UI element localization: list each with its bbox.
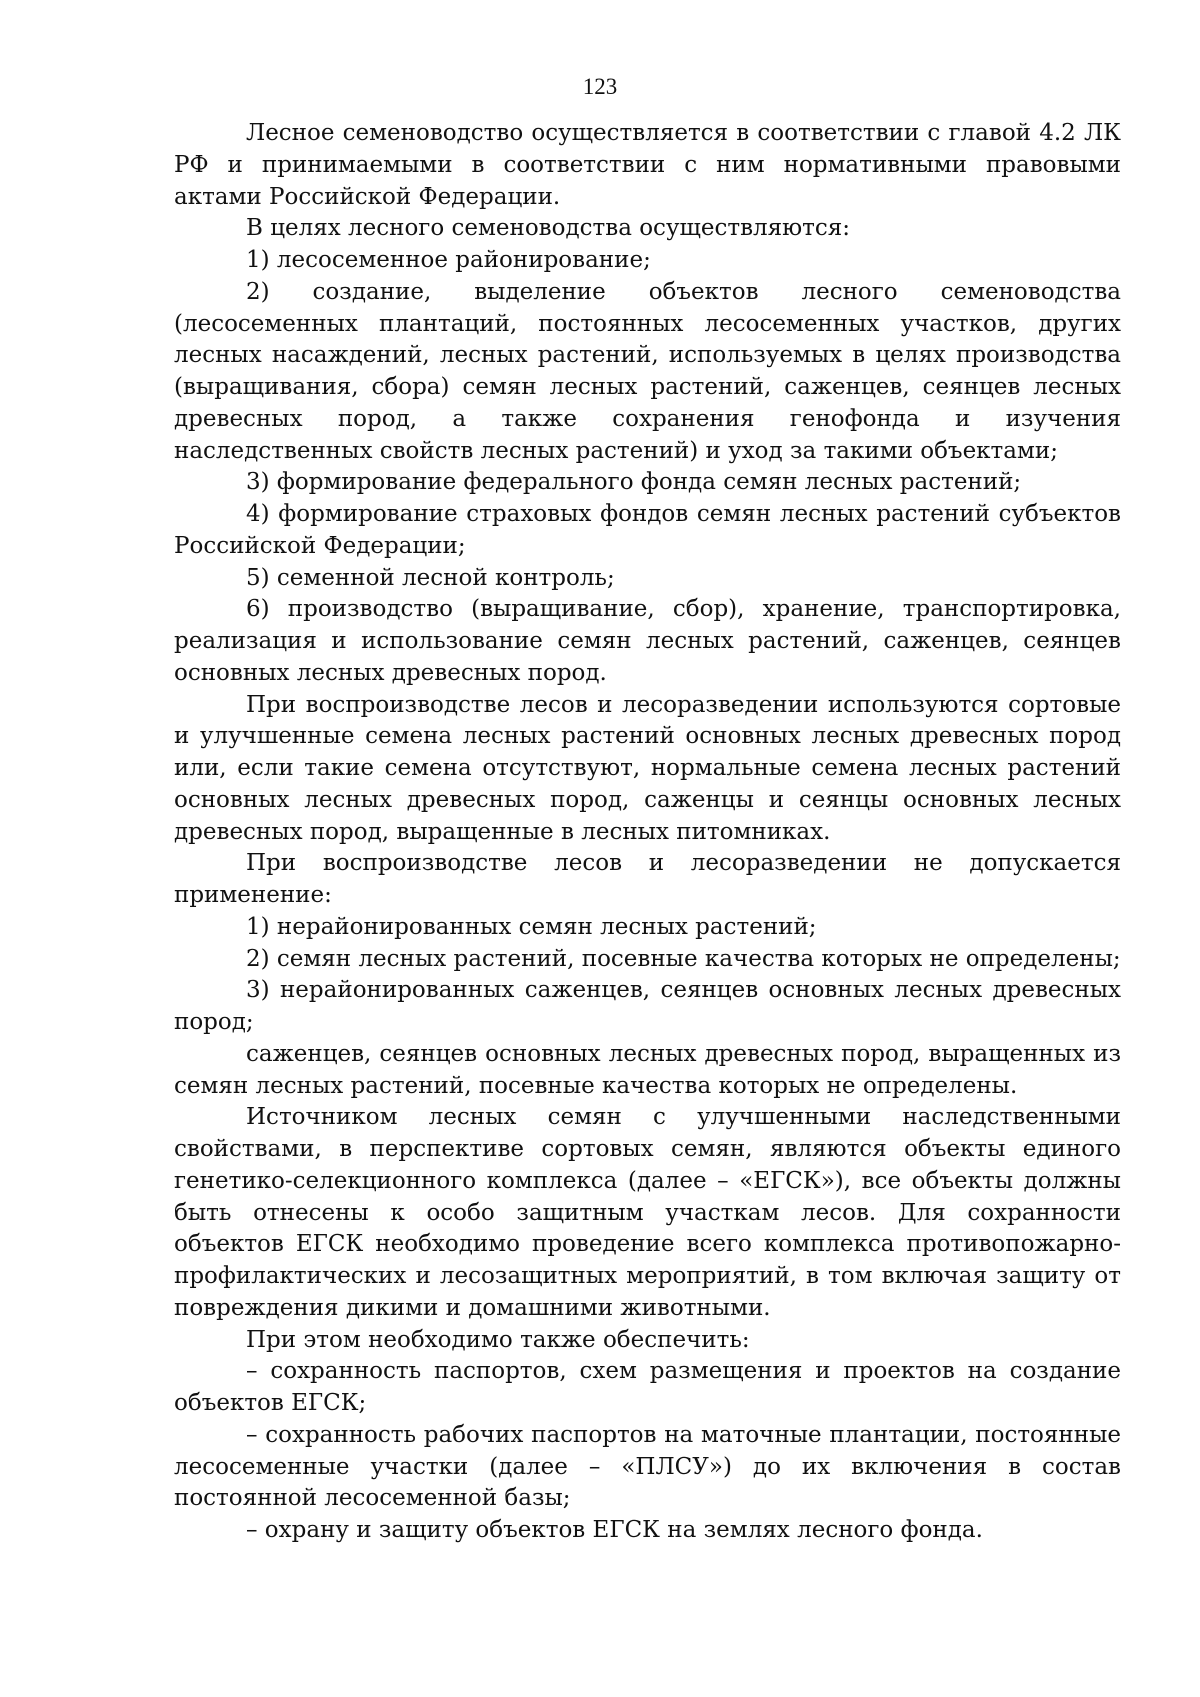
document-body <box>174 118 1121 1547</box>
list-item: – сохранность рабочих паспортов на маточные плантации, постоянные лесосеменные участки (далее – «ПЛСУ») до их включения в состав постоянной лесосеменной базы; <box>174 1421 1121 1512</box>
list-item: 3) нерайонированных саженцев, сеянцев основных лесных древесных пород; <box>174 977 1121 1035</box>
paragraph: В целях лесного семеноводства осуществляются: <box>246 215 851 242</box>
paragraph: Источником лесных семян с улучшенными наследственными свойствами, в перспективе сортовых семян, являются объекты единого генетико-селекционного комплекса (далее – «ЕГСК»), все объекты должны быть отнесены к особо защитным участкам лесов. Для сохранности объектов ЕГСК необходимо проведение всего комплекса противопожарно-профилактических и лесозащитных мероприятий, в том включая защиту от повреждения дикими и домашними животными. <box>174 1104 1121 1321</box>
paragraph: Лесное семеноводство осуществляется в соответствии с главой 4.2 ЛК РФ и принимаемыми в соответствии с ним нормативными правовыми актами Российской Федерации. <box>174 120 1121 210</box>
paragraph: При воспроизводстве лесов и лесоразведении не допускается применение: <box>174 850 1121 908</box>
list-item: 1) нерайонированных семян лесных растений; <box>246 913 817 940</box>
list-item: саженцев, сеянцев основных лесных древесных пород, выращенных из семян лесных растений, посевные качества которых не определены. <box>174 1040 1121 1099</box>
list-item: 5) семенной лесной контроль; <box>246 564 615 591</box>
list-item: – сохранность паспортов, схем размещения и проектов на создание объектов ЕГСК; <box>174 1358 1121 1416</box>
list-item: 3) формирование федерального фонда семян лесных растений; <box>246 469 1022 496</box>
list-item: 1) лесосеменное районирование; <box>246 247 651 273</box>
paragraph: При этом необходимо также обеспечить: <box>246 1326 750 1353</box>
list-item: 4) формирование страховых фондов семян лесных растений субъектов Российской Федерации; <box>174 501 1121 559</box>
list-item: 2) семян лесных растений, посевные качества которых не определены; <box>246 945 1121 972</box>
list-item: 2) создание, выделение объектов лесного семеноводства (лесосеменных плантаций, постоянных лесосеменных участков, других лесных насаждений, лесных растений, используемых в целях производства (выращивания, сбора) семян лесных растений, саженцев, сеянцев лесных древесных пород, а также сохранения генофонда и изучения наследственных свойств лесных растений) и уход за такими объектами; <box>174 278 1121 464</box>
paragraph: При воспроизводстве лесов и лесоразведении используются сортовые и улучшенные семена лесных растений основных лесных древесных пород или, если такие семена отсутствуют, нормальные семена лесных растений основных лесных древесных пород, саженцы и сеянцы основных лесных древесных пород, выращенные в лесных питомниках. <box>174 691 1121 845</box>
list-item: 6) производство (выращивание, сбор), хранение, транспортировка, реализация и использование семян лесных растений, саженцев, сеянцев основных лесных древесных пород. <box>174 596 1121 686</box>
page-number: 123 <box>582 74 618 99</box>
list-item: – охрану и защиту объектов ЕГСК на землях лесного фонда. <box>246 1517 983 1543</box>
